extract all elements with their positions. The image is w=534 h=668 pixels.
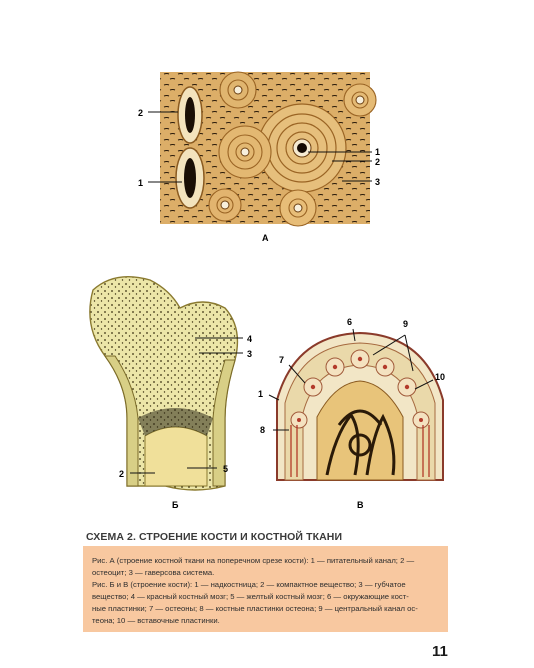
fig-b-label-2: 2 — [119, 469, 125, 479]
figure-b-letter: Б — [172, 500, 179, 510]
scheme-title: СХЕМА 2. СТРОЕНИЕ КОСТИ И КОСТНОЙ ТКАНИ — [86, 531, 343, 543]
caption-line: Рис. Б и В (строение кости): 1 — надкостница; 2 — компактное вещество; 3 — губчатое — [92, 580, 406, 590]
caption-box — [83, 546, 448, 632]
caption-line: ные пластинки; 7 — остеоны; 8 — костные пластинки остеона; 9 — центральный канал ос- — [92, 604, 418, 614]
caption-line: остеоцит; 3 — гаверсова система. — [92, 568, 215, 578]
fig-b-label-4: 4 — [247, 334, 253, 344]
figure-v-letter: В — [357, 500, 364, 510]
page-number: 11 — [432, 643, 448, 660]
figure-a-tissue-section — [120, 60, 410, 250]
caption-line: Рис. А (строение костной ткани на поперечном срезе кости): 1 — питательный канал; 2 — — [92, 556, 415, 565]
fig-v-label-10: 10 — [435, 372, 446, 382]
fig-a-label-1: 1 — [138, 178, 144, 188]
fig-a-label-3-right: 3 — [375, 177, 381, 187]
caption-line: теона; 10 — вставочные пластинки. — [92, 616, 220, 626]
figure-v-bone-wall — [255, 305, 460, 517]
fig-v-label-8: 8 — [260, 425, 266, 435]
fig-v-label-9: 9 — [403, 319, 409, 329]
fig-v-label-1: 1 — [258, 389, 264, 399]
fig-v-label-7: 7 — [279, 355, 285, 365]
fig-b-label-3: 3 — [247, 349, 253, 359]
fig-b-label-5: 5 — [223, 464, 229, 474]
fig-v-label-6: 6 — [347, 317, 353, 327]
fig-a-label-2: 2 — [138, 108, 144, 118]
fig-a-label-1-right: 1 — [375, 147, 381, 157]
figure-b-femur-section — [75, 268, 265, 513]
figure-a-letter: А — [262, 233, 269, 243]
fig-a-label-2-right: 2 — [375, 157, 381, 167]
caption-line: вещество; 4 — красный костный мозг; 5 — желтый костный мозг; 6 — окружающие кост- — [92, 592, 409, 602]
